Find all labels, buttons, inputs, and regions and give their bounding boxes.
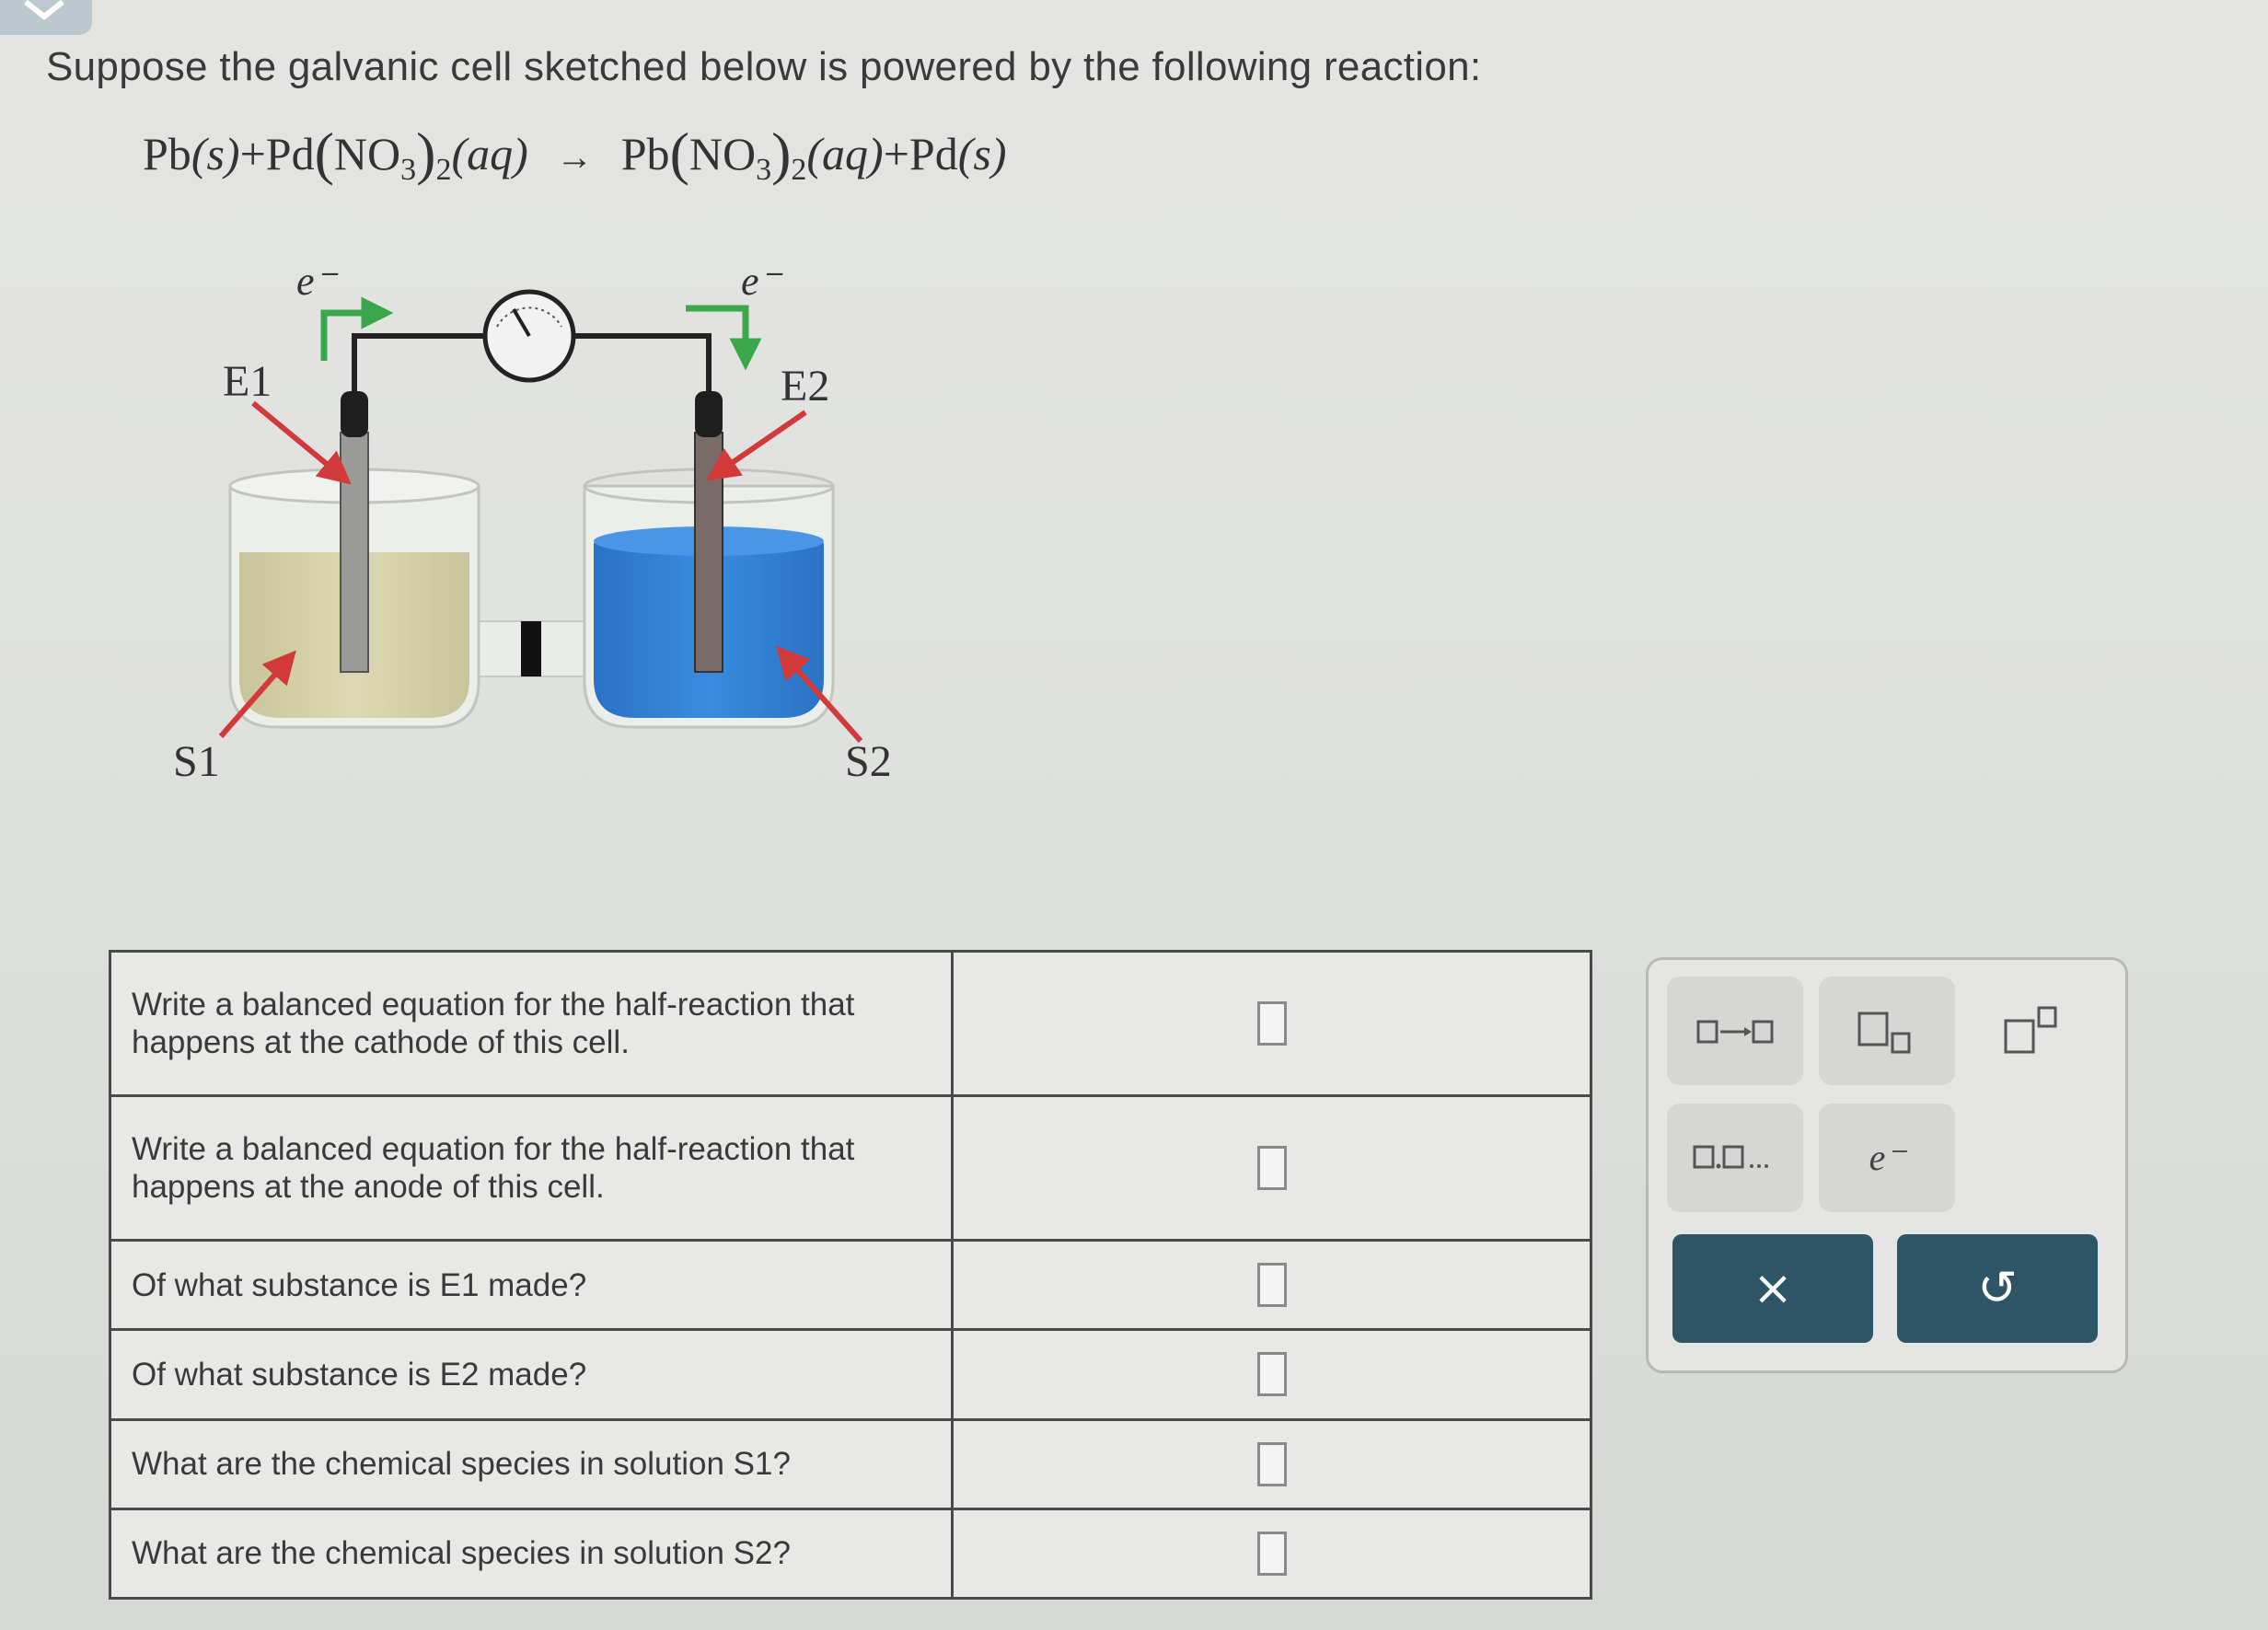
subscript-button[interactable] xyxy=(1819,977,1955,1085)
electrode-e1 xyxy=(341,391,368,672)
question-e1: Of what substance is E1 made? xyxy=(110,1241,953,1330)
list-icon xyxy=(1667,1104,1803,1212)
answer-cell[interactable] xyxy=(953,1509,1591,1598)
label-e2: E2 xyxy=(781,362,830,410)
answer-input-e1[interactable] xyxy=(1257,1263,1287,1307)
superscript-button[interactable] xyxy=(1971,977,2107,1085)
superscript-icon xyxy=(1971,977,2107,1085)
electron-flow-arrow-right xyxy=(686,308,746,354)
question-anode: Write a balanced equation for the half-reaction that happens at the anode of this cell. xyxy=(110,1096,953,1241)
answer-input-s1[interactable] xyxy=(1257,1442,1287,1486)
table-row xyxy=(110,1419,1591,1509)
table-row xyxy=(110,1096,1591,1241)
table-row xyxy=(110,1330,1591,1419)
answer-cell[interactable] xyxy=(953,952,1591,1096)
question-cathode: Write a balanced equation for the half-reaction that happens at the cathode of this cell. xyxy=(110,952,953,1096)
table-row xyxy=(110,1241,1591,1330)
question-s1: What are the chemical species in solution S1? xyxy=(110,1419,953,1509)
electron-button[interactable] xyxy=(1819,1104,1955,1212)
question-s2: What are the chemical species in solution S2? xyxy=(110,1509,953,1598)
answer-cell[interactable] xyxy=(953,1241,1591,1330)
reaction-arrow-button[interactable] xyxy=(1667,977,1803,1085)
undo-icon: ↺ xyxy=(1977,1261,2018,1316)
question-e2: Of what substance is E2 made? xyxy=(110,1330,953,1419)
clear-button[interactable] xyxy=(1672,1234,1873,1343)
answer-cell[interactable] xyxy=(953,1330,1591,1419)
subscript-icon xyxy=(1819,977,1955,1085)
galvanic-cell-diagram xyxy=(156,249,948,810)
math-toolbar xyxy=(1646,957,2128,1373)
table-row xyxy=(110,952,1591,1096)
voltmeter-icon xyxy=(485,292,573,380)
collapse-tab[interactable] xyxy=(0,0,92,35)
reaction-equation: $Pb(s)+Pd(NO_3)_2(aq) \to Pb(NO_3)_2(aq)+Pd(s)$ xyxy=(143,121,1007,187)
label-s2: S2 xyxy=(845,737,892,786)
label-s1: S1 xyxy=(173,737,220,786)
question-prompt: Suppose the galvanic cell sketched below is powered by the following reaction: xyxy=(46,44,1482,89)
answer-input-e2[interactable] xyxy=(1257,1352,1287,1396)
electron-icon: e⁻ xyxy=(1869,1137,1905,1178)
undo-button[interactable] xyxy=(1897,1234,2098,1343)
list-button[interactable] xyxy=(1667,1104,1803,1212)
electron-label-right: e⁻ xyxy=(741,259,781,304)
answer-input-cathode[interactable] xyxy=(1257,1001,1287,1046)
electrode-e2 xyxy=(695,391,723,672)
question-table xyxy=(109,950,1592,1600)
electron-label-left: e⁻ xyxy=(296,259,336,304)
chevron-down-icon xyxy=(17,0,72,29)
answer-cell[interactable] xyxy=(953,1096,1591,1241)
answer-input-s2[interactable] xyxy=(1257,1532,1287,1576)
answer-cell[interactable] xyxy=(953,1419,1591,1509)
table-row xyxy=(110,1509,1591,1598)
close-icon: × xyxy=(1753,1261,1793,1316)
reaction-arrow-icon xyxy=(1667,977,1803,1085)
label-e1: E1 xyxy=(223,357,272,406)
answer-input-anode[interactable] xyxy=(1257,1146,1287,1190)
